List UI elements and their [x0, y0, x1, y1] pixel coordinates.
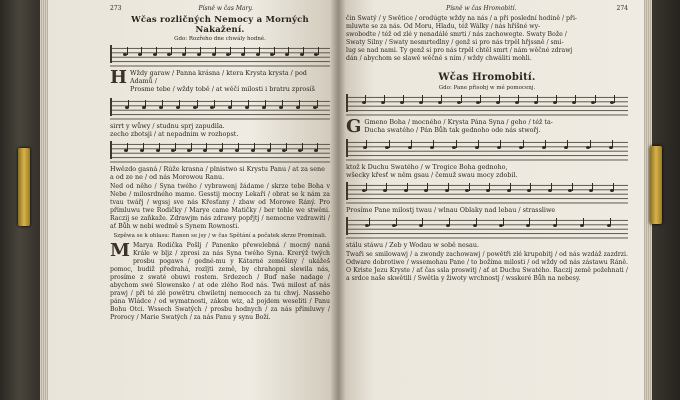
lyric-line: Wždy garaw / Panna krásna / ktera Krysta krysta / pod Adamů /: [130, 69, 307, 85]
lyric-line: Prosíme Pane milostj twau / wlnau Oblaky nad lebau / strassliwe: [346, 205, 556, 214]
right-page-header: [346, 5, 628, 12]
lyric-line: wšecky křesť w něm gsau / čemuž swau mocy zdobil.: [346, 170, 518, 179]
lyric-text: [346, 241, 628, 249]
lyric-line: Ducha swatého / Pán Bůh tak gednoho ode nás stwořj.: [364, 125, 541, 134]
lyric-line: a od ze ne / od nás Morowou Ranu.: [110, 173, 225, 181]
running-head: Písně w čas Mary.: [198, 5, 253, 12]
tune-note: Szpěwa se k ohlasu: Ranen se jsy / w čas Spětání a počatek skrze Prominali.: [113, 232, 327, 239]
music-staff: [346, 139, 628, 161]
lyric-line: Hwězdo gasná / Rúže krasna / plnistwo si Krystu Panu / at za sene: [110, 165, 325, 173]
lyric-line: stálu stáwu / Zeb y Wodau w sobě nesau.: [346, 240, 479, 249]
drop-cap: H: [110, 67, 128, 88]
lyric-text: [110, 165, 330, 181]
lyric-text: [346, 206, 628, 214]
tune-note: Gdo: Pane přisobj w mé pomocenj.: [438, 84, 536, 91]
tune-note: Gdo: Rozřeho dne chwály hodné.: [174, 36, 266, 42]
right-page: [338, 0, 644, 400]
page-number: 273: [110, 5, 122, 12]
music-staff: [346, 182, 628, 204]
prose-paragraph: M Marya Rodička Pošlj / Panenko přewelebná / mocný naná Krále w bljz / zprosi za nás Syna twého Syna. Krerýž twých prosbu pogaws / gedné-mu y Kátarné zeměšiny / ukážeš pomoc, budiž předrahá, rozljti země, by chrahopni slewila nás, prosíme z swaté obuwi rostem. Srdezech / Buď naše nadage / abychom swé Slowensko / at ode zlého Rod nás. Twá milost ať nás prawj / při té zlé powětru chwiletnj nemocech za tu chwj. Nasseho pána Wládce / od wymatnosti, zákon wiz, až pojdem weseliti / Panu Bohu Otci. Wssech Swatých / prosbu hodnych / za nás přímluwy / Prorocy / Marie Swatých / za nás Panu y synu Boží.: [110, 239, 330, 322]
lyric-line: zecho zbotsji / at nepadnim w rozhopst.: [110, 130, 239, 138]
left-page-header: [110, 5, 330, 12]
page-number: 274: [616, 5, 628, 12]
music-staff: [346, 94, 628, 116]
music-staff: [346, 217, 628, 239]
brass-clasp-icon: [650, 146, 662, 224]
music-staff: [110, 98, 330, 120]
prose-paragraph: Ned od něho / Syna twého / vybrawenj žádame / skrze tebe Boha v Nebe / milosrdného mame. Gesstij mocny Lekaři / obrat se k nám za tvau twářj / wgssj sve nás Křesťany / zbaw od Morowe Ráný. Pro přímluwu twe Rodičky / Marye came Matičky / ber tohle we stwěni. Raczij se zaňkaže. Zdrawjm nás zdrawy popřjtj / nemocne vzdrawiti / ať Bůh w nebi wedmě s Synem Rownosti.: [110, 183, 330, 231]
lyric-text: [346, 163, 628, 179]
hymn-title: Wčas rozličných Nemocy a Morných Nakažení.: [131, 15, 309, 35]
prose-paragraph: čin Swatý / y Swětice / orodúgte wždy na nás / a při poslední hodině / při- mluwte se za nás. Od Moru, Hladu, též Wálky / nás hříšné wy- swobodte / též od zlé y nenadálé smrti / nás zachowegte. Swaty Bože / Swaty Silny / Swaty nesmrtedlny / genž si pro nás trpěl hřjssně / smi- lug se nad nami. Ty genž si pro nás trpěl chtěl smrt / nám wěčné zdrawj dán / abychom se slawě wěčné s ním / wždy chwáliti mohli.: [346, 15, 578, 63]
music-staff: [110, 45, 330, 67]
lyric-line: sirrt y wůwy / studnu sprj zapudila.: [110, 122, 225, 130]
drop-cap: M: [110, 239, 130, 261]
lyric-line: Prosme tebe / wždy tobě / at wěčí milosti i bratru zprosíš: [130, 85, 315, 93]
prose-paragraph: Twaři se smilowawj / a zwondy zachowawj / powětři zlé krupobitj / od nás wzdáž zazdrzi. Odware dobrotiwe / wssemohau Pane / to božíma milosti / od wždy od nás zástawu Ráně. O Kriste Jezu Kryste / ať čas ssla proswitj / ať at Duchu Swatého. Raczij země požehnati / a srdce naše skwětili / Swětla y žiwoty wrchnostj / wsskeré Bůh na nebesy.: [346, 250, 628, 282]
brass-clasp-icon: [18, 148, 30, 226]
lyric-text: [110, 69, 330, 93]
running-head: Písně w čas Hromobití.: [446, 5, 517, 12]
lyric-text: [346, 115, 628, 137]
lyric-line: ktož k Duchu Swatého / w Trogice Boha gednoho,: [346, 162, 508, 171]
book-gutter: [330, 0, 346, 400]
lyric-line: Gmeno Boha / mocného / Krysta Pána Syna / geho / též ta-: [364, 117, 553, 126]
lyric-text: [110, 122, 330, 138]
drop-cap: G: [346, 115, 362, 137]
music-staff: [110, 141, 330, 163]
left-page: [48, 0, 338, 400]
hymn-title: Wčas Hromobití.: [438, 71, 536, 83]
